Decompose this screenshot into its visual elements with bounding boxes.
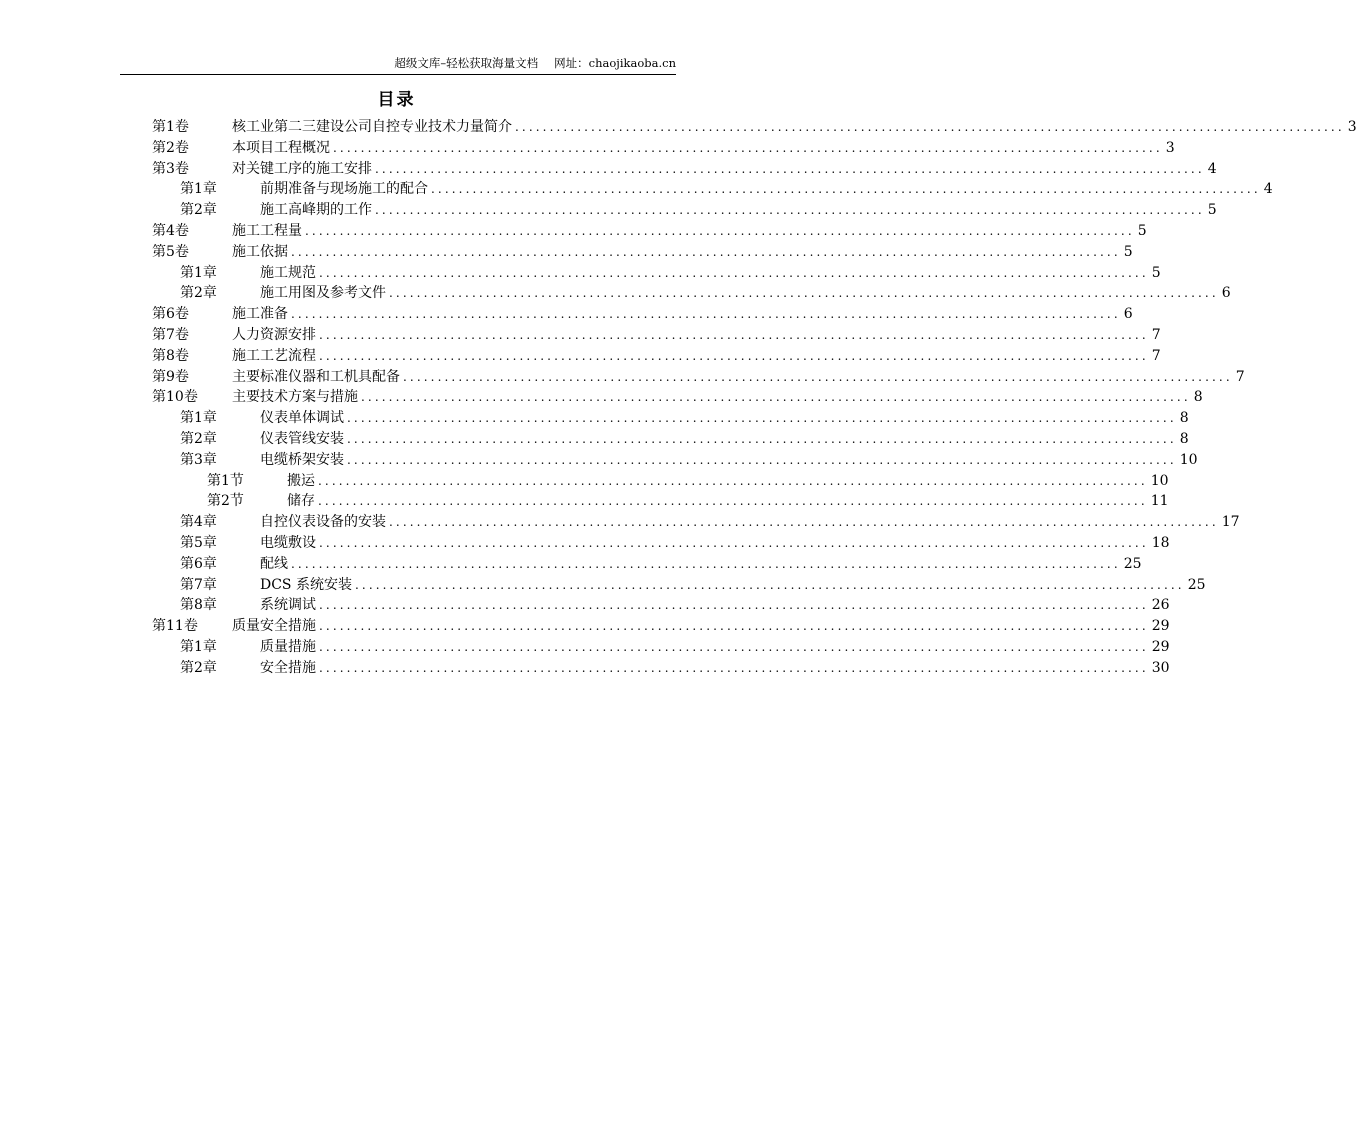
- toc-entry-page: 10: [1179, 451, 1198, 468]
- toc-entry-page: 6: [1123, 306, 1133, 323]
- toc-entry-title: 施工依据: [232, 243, 288, 260]
- toc-entry-title: 主要标准仪器和工机具配备: [232, 368, 400, 385]
- toc-entry-page: 25: [1123, 555, 1142, 572]
- toc-leader-dots: ........................................................................................................................: [375, 203, 1205, 218]
- toc-leader-dots: ........................................................................................................................: [291, 307, 1121, 322]
- toc-entry[interactable]: [180, 533, 1170, 554]
- toc-entry-title: 前期准备与现场施工的配合: [260, 181, 428, 198]
- toc-entry-page: 5: [1123, 243, 1133, 260]
- toc-entry-title: 系统调试: [260, 597, 316, 614]
- toc-leader-dots: ........................................................................................................................: [319, 348, 1149, 363]
- toc-entry-page: 7: [1151, 327, 1161, 343]
- toc-entry-number: 第5卷: [152, 243, 189, 260]
- toc-entry-number: 第6卷: [152, 306, 189, 323]
- toc-entry-title: 主要技术方案与措施: [232, 389, 358, 406]
- toc-entry[interactable]: [180, 637, 1170, 658]
- toc-entry[interactable]: [152, 304, 1133, 325]
- toc-leader-dots: ........................................................................................................................: [319, 536, 1149, 550]
- toc-leader-dots: ........................................................................................................................: [389, 515, 1219, 530]
- toc-leader-dots: ........................................................................................................................: [318, 494, 1148, 509]
- toc-entry[interactable]: [180, 429, 1189, 450]
- toc-entry-page: 18: [1151, 535, 1170, 551]
- toc-leader-dots: ........................................................................................................................: [305, 224, 1135, 238]
- toc-entry-page: 4: [1207, 160, 1217, 177]
- toc-entry-page: 17: [1221, 514, 1240, 531]
- toc-entry[interactable]: [180, 658, 1170, 679]
- toc-entry-page: 11: [1150, 493, 1169, 510]
- toc-entry[interactable]: [152, 325, 1161, 346]
- toc-entry-page: 30: [1151, 659, 1170, 676]
- toc-entry-page: 7: [1151, 347, 1161, 364]
- toc-entry[interactable]: [180, 512, 1240, 533]
- toc-leader-dots: ........................................................................................................................: [318, 473, 1148, 488]
- toc-entry-title: 电缆桥架安装: [260, 451, 344, 468]
- toc-entry-title: 电缆敷设: [260, 535, 316, 551]
- toc-leader-dots: ........................................................................................................................: [375, 161, 1205, 176]
- toc-entry-title: 配线: [260, 555, 288, 572]
- toc-entry-title: 对关键工序的施工安排: [232, 160, 372, 177]
- toc-entry[interactable]: [152, 387, 1203, 408]
- toc-leader-dots: ........................................................................................................................: [319, 660, 1149, 675]
- toc-entry[interactable]: [180, 179, 1273, 200]
- toc-entry-title: 核工业第二三建设公司自控专业技术力量简介: [232, 119, 512, 135]
- toc-leader-dots: ........................................................................................................................: [431, 182, 1261, 197]
- toc-entry-page: 8: [1179, 410, 1189, 427]
- toc-entry-page: 25: [1187, 576, 1206, 593]
- toc-entry-title: 质量安全措施: [232, 618, 316, 635]
- toc-entry-number: 第2章: [180, 285, 217, 302]
- toc-leader-dots: ........................................................................................................................: [347, 452, 1177, 467]
- toc-entry[interactable]: [207, 471, 1169, 492]
- toc-entry-title: 仪表单体调试: [260, 410, 344, 427]
- toc-entry-title: 本项目工程概况: [232, 139, 330, 156]
- toc-leader-dots: ........................................................................................................................: [347, 411, 1177, 426]
- toc-entry-title: 施工规范: [260, 264, 316, 281]
- page-header: [120, 52, 676, 75]
- toc-entry-page: 5: [1207, 202, 1217, 219]
- toc-leader-dots: ........................................................................................................................: [515, 120, 1345, 134]
- toc-entry[interactable]: [180, 450, 1198, 471]
- toc-entry-number: 第11卷: [152, 618, 198, 635]
- toc-leader-dots: ........................................................................................................................: [319, 640, 1149, 654]
- toc-entry-number: 第1章: [180, 181, 217, 198]
- toc-entry-number: 第8章: [180, 597, 217, 614]
- toc-entry-number: 第3章: [180, 451, 217, 468]
- toc-entry-number: 第1章: [180, 264, 217, 281]
- toc-entry-page: 8: [1193, 389, 1203, 406]
- toc-entry[interactable]: [152, 346, 1161, 367]
- toc-entry[interactable]: [152, 616, 1170, 637]
- toc-entry-page: 5: [1151, 264, 1161, 281]
- toc-entry-title: 安全措施: [260, 659, 316, 676]
- toc-entry-page: 29: [1151, 639, 1170, 655]
- toc-entry[interactable]: [180, 554, 1142, 575]
- toc-entry[interactable]: [152, 242, 1133, 263]
- toc-entry-page: 4: [1263, 181, 1273, 198]
- toc-entry-number: 第1节: [207, 472, 244, 489]
- toc-leader-dots: ........................................................................................................................: [291, 556, 1121, 571]
- toc-entry-page: 8: [1179, 431, 1189, 447]
- toc-entry-number: 第2章: [180, 431, 217, 447]
- toc-leader-dots: ........................................................................................................................: [319, 619, 1149, 634]
- toc-entry-page: 29: [1151, 618, 1170, 635]
- toc-leader-dots: ........................................................................................................................: [319, 598, 1149, 613]
- toc-entry-title: 施工高峰期的工作: [260, 202, 372, 219]
- toc-entry-title: 施工工艺流程: [232, 347, 316, 364]
- toc-entry[interactable]: [152, 117, 1357, 138]
- toc-entry-number: 第2章: [180, 202, 217, 219]
- toc-entry[interactable]: [180, 263, 1161, 284]
- toc-entry-number: 第4章: [180, 514, 217, 531]
- toc-entry-page: 7: [1235, 368, 1245, 385]
- toc-entry-title: DCS 系统安装: [260, 576, 352, 593]
- toc-entry[interactable]: [152, 159, 1217, 180]
- toc-entry-number: 第10卷: [152, 389, 198, 406]
- toc-entry-number: 第3卷: [152, 160, 189, 177]
- toc-entry-number: 第2章: [180, 659, 217, 676]
- toc-entry-number: 第7卷: [152, 327, 189, 343]
- toc-entry[interactable]: [152, 367, 1245, 388]
- toc-entry-title: 施工工程量: [232, 223, 302, 239]
- toc-entry-number: 第4卷: [152, 223, 189, 239]
- header-url-text: 网址：chaojikaoba.cn: [554, 56, 676, 70]
- toc-entry-page: 3: [1165, 139, 1175, 156]
- toc-title: 目录: [377, 90, 416, 110]
- toc-entry-page: 10: [1150, 472, 1169, 489]
- toc-entry-number: 第5章: [180, 535, 217, 551]
- header-site-text: 超级文库–轻松获取海量文档: [394, 56, 539, 70]
- toc-entry-number: 第1章: [180, 639, 217, 655]
- toc-entry-number: 第2卷: [152, 139, 189, 156]
- toc-entry[interactable]: [152, 138, 1175, 159]
- toc-entry-number: 第2节: [207, 493, 244, 510]
- toc-entry-title: 自控仪表设备的安装: [260, 514, 386, 531]
- toc-entry-number: 第9卷: [152, 368, 189, 385]
- toc-entry-title: 仪表管线安装: [260, 431, 344, 447]
- toc-entry-page: 26: [1151, 597, 1170, 614]
- toc-leader-dots: ........................................................................................................................: [319, 265, 1149, 280]
- toc-entry-title: 施工准备: [232, 306, 288, 323]
- toc-leader-dots: ........................................................................................................................: [291, 244, 1121, 259]
- toc-entry[interactable]: [152, 221, 1147, 242]
- toc-entry[interactable]: [180, 200, 1217, 221]
- toc-leader-dots: ........................................................................................................................: [347, 432, 1177, 446]
- toc-leader-dots: ........................................................................................................................: [354, 577, 1185, 592]
- toc-leader-dots: ........................................................................................................................: [403, 369, 1233, 384]
- toc-entry-number: 第1章: [180, 410, 217, 427]
- toc-entry-title: 储存: [287, 493, 315, 510]
- toc-entry-page: 3: [1347, 119, 1357, 135]
- toc-leader-dots: ........................................................................................................................: [389, 286, 1219, 301]
- toc-entry-title: 搬运: [287, 472, 315, 489]
- toc-entry-number: 第8卷: [152, 347, 189, 364]
- toc-entry[interactable]: [180, 283, 1231, 304]
- toc-entry[interactable]: [207, 491, 1169, 512]
- toc-entry-page: 5: [1137, 223, 1147, 239]
- toc-leader-dots: ........................................................................................................................: [361, 390, 1191, 405]
- toc-entry[interactable]: [180, 408, 1189, 429]
- toc-entry-title: 施工用图及参考文件: [260, 285, 386, 302]
- toc-entry-number: 第7章: [180, 576, 217, 593]
- toc-entry-page: 6: [1221, 285, 1231, 302]
- toc-entry[interactable]: [180, 575, 1206, 596]
- toc-entry[interactable]: [180, 595, 1170, 616]
- toc-leader-dots: ........................................................................................................................: [319, 328, 1149, 342]
- toc-entry-title: 质量措施: [260, 639, 316, 655]
- toc-entry-number: 第1卷: [152, 119, 189, 135]
- toc-entry-title: 人力资源安排: [232, 327, 316, 343]
- toc-leader-dots: ........................................................................................................................: [333, 140, 1163, 155]
- toc-entry-number: 第6章: [180, 555, 217, 572]
